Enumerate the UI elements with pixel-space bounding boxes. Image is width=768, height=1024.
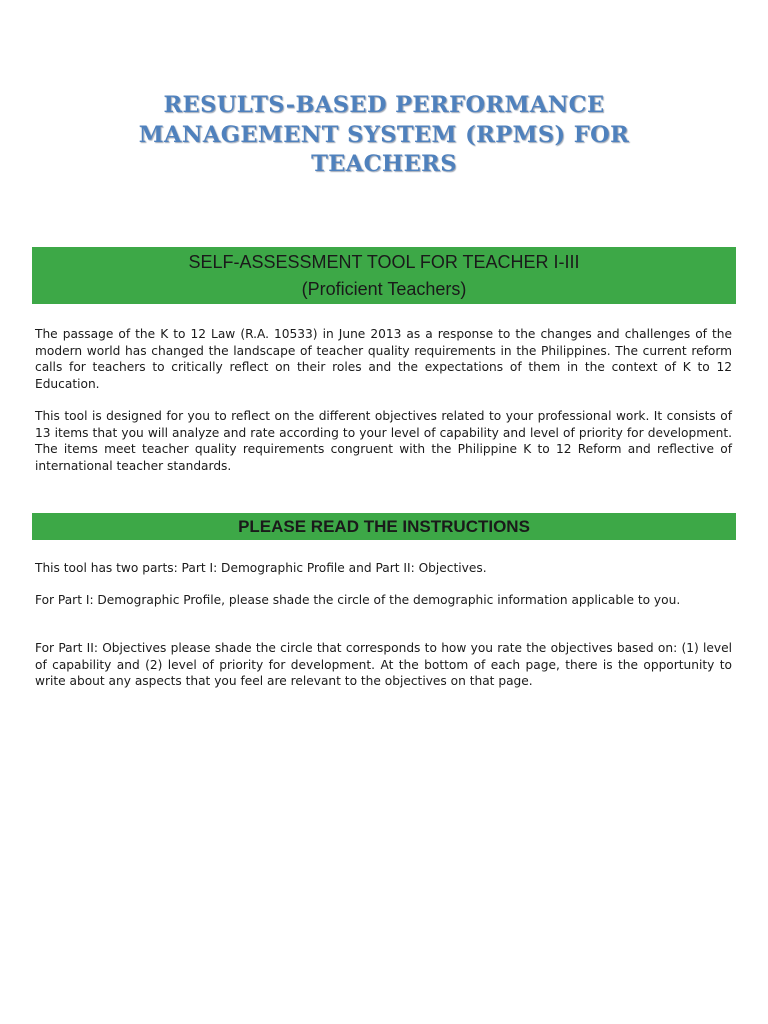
document-title-line-2: MANAGEMENT SYSTEM (RPMS) FOR (138, 121, 630, 148)
document-title-line-1: RESULTS-BASED PERFORMANCE (163, 92, 605, 119)
document-title (60, 91, 708, 180)
intro-paragraph: The passage of the K to 12 Law (R.A. 10533) in June 2013 as a response to the changes and challenges of the modern world has changed the landscape of teacher quality requirements in the Philippines. The current reform calls for teachers to critically reflect on their roles and the expectations of them in the context of K to 12 Education. (35, 327, 732, 391)
tool-banner-subtitle: (Proficient Teachers) (301, 279, 467, 299)
tool-banner-title: SELF-ASSESSMENT TOOL FOR TEACHER I-III (188, 252, 580, 272)
tool-banner (32, 247, 736, 304)
instruction-paragraph: For Part II: Objectives please shade the circle that corresponds to how you rate the objectives based on: (1) level of capability and (2) level of priority for development. At the bottom of each page, there is the opportunity to write about any aspects that you feel are relevant to the objectives on that page. (35, 641, 732, 688)
instruction-paragraph: This tool has two parts: Part I: Demographic Profile and Part II: Objectives. (35, 561, 487, 575)
document-title-line-3: TEACHERS (311, 151, 457, 178)
instructions-banner: PLEASE READ THE INSTRUCTIONS (32, 513, 736, 540)
instruction-paragraph: For Part I: Demographic Profile, please shade the circle of the demographic information applicable to you. (35, 593, 681, 607)
intro-paragraph: This tool is designed for you to reflect on the different objectives related to your professional work. It consists of 13 items that you will analyze and rate according to your level of capability and level of priority for development. The items meet teacher quality requirements congruent with the Philippine K to 12 Reform and reflective of international teacher standards. (35, 409, 732, 473)
